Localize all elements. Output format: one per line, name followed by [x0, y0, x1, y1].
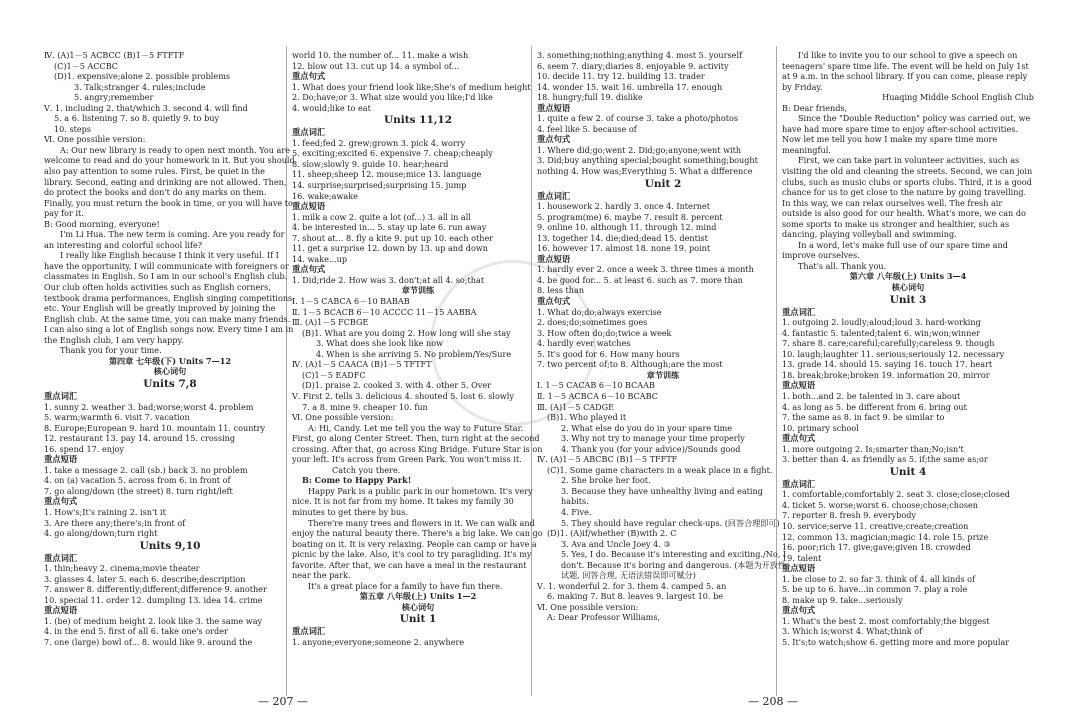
answer-line: Ⅴ. First 2. tells 3. delicious 4. shouted 5. lost 6. slowly: [292, 390, 514, 401]
answer-line: 8. slow;slowly 9. guide 10. hear;heard: [292, 158, 449, 169]
answer-line: 1. hardly ever 2. once a week 3. three times a month: [537, 264, 754, 275]
unit-title: Unit 2: [644, 177, 682, 190]
answer-line: 1. What does your friend look like;She's of medium height: [292, 81, 531, 92]
answer-line: (D)1. (A)if/whether (B)with 2. C: [547, 528, 677, 539]
answer-line: 1. How's;It's raining 2. isn't it: [44, 506, 166, 517]
answer-line: Ⅰ. 1－5 CABCA 6－10 BABAB: [292, 296, 410, 307]
subsection-heading: 重点短语: [782, 563, 816, 574]
answer-line: 7. go along/down (the street) 8. turn right/left: [44, 485, 233, 496]
answer-line: 4. on (a) vacation 5. across from 6. in front of: [44, 475, 231, 486]
answer-column-4: [782, 50, 1034, 698]
answer-line: 6. making 7. But 8. leaves 9. largest 10. be: [547, 591, 724, 602]
answer-line: 5. They should have regular check-ups. (回答合理即可): [561, 517, 780, 528]
answer-line: 18. break;broke;broken 19. information 20. mirror: [782, 369, 990, 380]
subsection-heading: 重点短语: [782, 380, 816, 391]
essay-paragraph: Thank you for your time.: [60, 345, 162, 356]
answer-line: 3. Because they have unhealthy living and eating habits.: [561, 485, 763, 507]
answer-line: Ⅵ. One possible version:: [44, 134, 146, 145]
answer-line: (C)1－5 ACCBC: [54, 60, 118, 71]
answer-line: 4. as long as 5. be different from 6. bring out: [782, 401, 967, 412]
answer-line: 1. both...and 2. be talented in 3. care about: [782, 390, 961, 401]
answer-line: 3. Why not try to manage your time properly: [561, 433, 745, 444]
answer-line: 13. together 14. die;died;dead 15. dentist: [537, 232, 708, 243]
answer-line: 10. decide 11. try 12. building 13. trader: [537, 71, 705, 82]
essay-paragraph: That's all. Thank you.: [798, 260, 887, 271]
subsection-heading: 重点短语: [537, 102, 571, 113]
subsection-heading: 重点句式: [537, 296, 571, 307]
answer-line: 3. something;nothing;anything 4. most 5. yourself: [537, 50, 743, 60]
answer-line: 4. feel like 5. because of: [537, 123, 637, 134]
subsection-heading: 重点词汇: [44, 390, 78, 401]
answer-line: 13. grade 14. should 15. saying 16. touch 17. heart: [782, 359, 993, 370]
section-title: 核心词句: [891, 282, 925, 293]
subsection-heading: 重点词汇: [292, 127, 326, 138]
answer-column-3: [537, 50, 789, 698]
answer-line: 7. two percent of;to 8. Although;are the most: [537, 359, 723, 370]
answer-line: 16. wake;awake: [292, 190, 358, 201]
subsection-heading: 重点词汇: [537, 190, 571, 201]
chapter-title: 第六章 八年级(上) Units 3—4: [849, 271, 967, 282]
answer-line: 5. warm;warmth 6. visit 7. vacation: [44, 412, 190, 423]
subsection-heading: 重点词汇: [782, 478, 816, 489]
essay-title: B: Come to Happy Park!: [302, 475, 412, 486]
essay-paragraph: Happy Park is a public park in our hometown. It's very nice. It is not far from my home. It takes my family 30 minutes to get there by bus.: [292, 485, 533, 517]
answer-line: 16. however 17. almost 18. none 19. point: [537, 243, 711, 254]
answer-line: 12. restaurant 13. pay 14. around 15. crossing: [44, 433, 236, 444]
answer-line: (B)1. What are you doing 2. How long will she stay: [302, 327, 511, 338]
essay-paragraph: I'd like to invite you to our school to give a speech on teenagers' spare time life. The event will be held on July 1st at 9 a.m. in the school library. If you can come, please reply by Friday.: [782, 50, 1029, 92]
answer-line: world 10. the number of... 11. make a wish: [292, 50, 469, 60]
answer-line: Ⅰ. 1－5 CACAB 6－10 BCAAB: [537, 380, 655, 391]
answer-line: 7. a 8. mine 9. cheaper 10. fun: [302, 401, 428, 412]
section-title: 核心词句: [401, 601, 435, 612]
answer-line: Ⅴ. 1. including 2. that/which 3. second 4. will find: [44, 102, 248, 113]
answer-line: (C)1. Some game characters in a weak place in a fight.: [547, 464, 773, 475]
subsection-heading: 重点句式: [44, 496, 78, 507]
answer-line: 7. reporter 8. fresh 9. everybody: [782, 510, 916, 521]
section-title: 章节训练: [401, 285, 435, 296]
answer-line: 2. What else do you do in your spare time: [561, 422, 733, 433]
answer-line: 1. Where did;go;went 2. Did;go;anyone;went with: [537, 144, 742, 155]
answer-line: 8. Europe;European 9. hard 10. mountain 11. country: [44, 422, 266, 433]
subsection-heading: 重点句式: [292, 264, 326, 275]
answer-line: 12. common 13. magician;magic 14. role 15. prize: [782, 531, 989, 542]
answer-line: Ⅲ. (A)1－5 CADGE: [537, 401, 614, 412]
answer-line: 7. share 8. care;careful;carefully;careless 9. though: [782, 338, 995, 349]
answer-line: 5. It's good for 6. How many hours: [537, 348, 680, 359]
answer-line: A: Dear Professor Williams,: [547, 612, 661, 623]
answer-line: Ⅳ. (A)1－5 CAACA (B)1－5 TFTFT: [292, 359, 432, 370]
answer-line: Ⅱ. 1－5 BCACB 6－10 ACCCC 11－15 AABBA: [292, 306, 477, 317]
answer-line: 1. be close to 2. so far 3. think of 4. all kinds of: [782, 573, 976, 584]
essay-paragraph: A: Our new library is ready to open next month. You are welcome to read and do your homework in it. But you should also pay attention to some rules. First, be quiet in the library. Second, eating and drinking are not allowed. Then, do protect the books and don't do any marks on them. Finally, you must return the book in time, or you will have to pay for it.: [44, 144, 295, 219]
answer-line: 9. online 10. although 11. through 12. mind: [537, 222, 717, 233]
unit-title: Unit 3: [889, 293, 927, 306]
answer-line: 3. glasses 4. later 5. each 6. describe;description: [44, 573, 246, 584]
answer-line: 1. quite a few 2. of course 3. take a photo/photos: [537, 113, 739, 124]
answer-line: 7. answer 8. differently;different;difference 9. another: [44, 584, 267, 595]
answer-line: 1. anyone;everyone;someone 2. anywhere: [292, 636, 465, 647]
unit-title: Units 7,8: [143, 377, 197, 390]
subsection-heading: 重点短语: [44, 454, 78, 465]
answer-line: 19. talent: [782, 552, 822, 563]
answer-line: 1. housework 2. hardly 3. once 4. Internet: [537, 201, 710, 212]
section-title: 核心词句: [153, 366, 187, 377]
answer-line: 8. make up 9. take...seriously: [782, 594, 903, 605]
subsection-heading: 重点句式: [782, 433, 816, 444]
answer-line: 1. What do;do;always exercise: [537, 306, 662, 317]
answer-line: 3. better than 4. as friendly as 5. if;the same as;or: [782, 454, 988, 465]
answer-line: 16. poor;rich 17. give;gave;given 18. crowded: [782, 542, 971, 553]
answer-line: 1. take a message 2. call (sb.) back 3. no problem: [44, 464, 248, 475]
answer-column-1: [44, 50, 296, 698]
answer-line: 11. sheep;sheep 12. mouse;mice 13. language: [292, 169, 482, 180]
answer-line: (B)1. Who played it: [547, 412, 627, 423]
answer-line: 1. sunny 2. weather 3. bad;worse;worst 4. problem: [44, 401, 254, 412]
answer-line: 7. shout at... 8. fly a kite 9. put up 10. each other: [292, 232, 494, 243]
answer-line: 10. laugh;laughter 11. serious;seriously 12. necessary: [782, 348, 1005, 359]
answer-line: (D)1. expensive;alone 2. possible problems: [54, 71, 231, 82]
answer-line: Ⅲ. (A)1－5 FCBGE: [292, 317, 369, 328]
answer-line: 1. (be) of medium height 2. look like 3. the same way: [44, 615, 263, 626]
answer-line: Ⅳ. (A)1－5 ABCBC (B)1－5 TFFTF: [537, 454, 678, 465]
answer-line: 1. Did;ride 2. How was 3. don't;at all 4. so;that: [292, 274, 485, 285]
answer-line: 1. outgoing 2. loudly;aloud;loud 3. hard-working: [782, 317, 981, 328]
answer-line: 4. go along/down;turn right: [44, 528, 158, 539]
answer-line: 3. How often do;do;twice a week: [537, 327, 672, 338]
answer-line: 14. wake...up: [292, 253, 348, 264]
subsection-heading: 重点句式: [292, 71, 326, 82]
answer-line: Ⅳ. (A)1－5 ACBCC (B)1－5 FTFTF: [44, 50, 185, 60]
answer-line: 8. less than: [537, 285, 585, 296]
unit-title: Unit 1: [399, 613, 437, 626]
essay-paragraph: First, we can take part in volunteer activities, such as visiting the old and cleaning the streets. Second, we can join clubs, such as music clubs or sports clubs. Third, it is a good chance for us to get close to the nature by going travelling. In this way, we can relax ourselves well. The fresh air outside is also good for our health. What's more, we can do some sports to make us stronger and healthier, such as dancing, playing volleyball and swimming.: [782, 155, 1033, 240]
essay-paragraph: I'm Li Hua. The new term is coming. Are you ready for an interesting and colorful school life?: [44, 229, 285, 250]
answer-line: 4. ticket 5. worse;worst 6. choose;chose;chosen: [782, 499, 978, 510]
answer-line: 5. be up to 6. have...in common 7. play a role: [782, 584, 968, 595]
essay-signature: Huaqing Middle School English Club: [882, 92, 1034, 103]
answer-line: 14. wonder 15. wait 16. umbrella 17. enough: [537, 81, 723, 92]
answer-line: 3. Talk;stranger 4. rules;include: [74, 81, 206, 92]
essay-paragraph: It's a great place for a family to have fun there.: [308, 580, 503, 591]
answer-line: 4. Five.: [561, 506, 592, 517]
answer-line: 4. Thank you (for your advice)/Sounds good: [561, 443, 741, 454]
answer-line: 1. What's the best 2. most comfortably;the biggest: [782, 615, 990, 626]
answer-line: 4. would;like to eat: [292, 102, 371, 113]
subsection-heading: 重点词汇: [292, 626, 326, 637]
subsection-heading: 重点短语: [292, 201, 326, 212]
answer-line: 3. Are there any;there's;in front of: [44, 517, 186, 528]
subsection-heading: 重点词汇: [44, 552, 78, 563]
answer-line: 10. primary school: [782, 422, 859, 433]
essay-paragraph: Since the "Double Reduction" policy was carried out, we have had more spare time to enjoy after-school activities. Now let me tell you how I make my spare time more meaningful.: [782, 113, 1031, 155]
answer-line: 3. Did;buy anything special;bought something;bought nothing 4. How was;Everything 5. What a difference: [537, 155, 758, 177]
page-number-right: — 208 —: [748, 695, 798, 708]
answer-line: 7. the same as 8. in fact 9. be similar to: [782, 412, 945, 423]
answer-line: 5. angry;remember: [74, 92, 154, 103]
answer-line: 1. thin;heavy 2. cinema;movie theater: [44, 563, 200, 574]
subsection-heading: 重点句式: [537, 134, 571, 145]
answer-line: 3. Ava and Uncle Joey 4. ③: [561, 538, 671, 549]
answer-line: 2. Do;have;or 3. What size would you like;I'd like: [292, 92, 493, 103]
unit-title: Units 11,12: [383, 114, 453, 127]
chapter-title: 第五章 八年级(上) Units 1—2: [359, 591, 477, 602]
subsection-heading: 重点词汇: [782, 306, 816, 317]
answer-line: 3. Which is;worst 4. What;think of: [782, 626, 923, 637]
answer-line: 11. get a surprise 12. down by 13. up and down: [292, 243, 488, 254]
section-title: 章节训练: [646, 369, 680, 380]
answer-line: 2. does;do;sometimes goes: [537, 317, 648, 328]
answer-line: 10. special 11. order 12. dumpling 13. idea 14. crime: [44, 594, 263, 605]
page-number-left: — 207 —: [258, 695, 308, 708]
answer-line: B: Good morning, everyone!: [44, 218, 160, 229]
answer-line: (D)1. praise 2. cooked 3. with 4. other 5. Over: [302, 380, 491, 391]
answer-line: Ⅴ. 1. wonderful 2. for 3. them 4. camped 5. an: [537, 580, 727, 591]
answer-line: 18. hungry;full 19. dislike: [537, 92, 643, 103]
answer-line: Ⅱ. 1－5 ACBCA 6－10 BCABC: [537, 390, 658, 401]
answer-line: 5. It's;to watch;show 6. getting more and more popular: [782, 636, 1010, 647]
answer-line: 7. one (large) bowl of... 8. would like 9. around the: [44, 636, 253, 647]
answer-line: Catch you there.: [332, 464, 401, 475]
answer-column-2: [292, 50, 544, 698]
answer-line: 4. hardly ever watches: [537, 338, 631, 349]
unit-title: Units 9,10: [139, 539, 201, 552]
answer-line: 12. blow out 13. cut up 14. a symbol of...: [292, 60, 460, 71]
answer-line: 4. be good for... 5. at least 6. such as 7. more than: [537, 274, 743, 285]
answer-line: 4. in the end 5. first of all 6. take one's order: [44, 626, 228, 637]
answer-line: 1. feed;fed 2. grew;grown 3. pick 4. worry: [292, 137, 466, 148]
essay-paragraph: A: Hi, Candy. Let me tell you the way to Future Star. First, go along Center Street. Then, turn right at the second crossing. After that, go across King Bridge. Future Star is on your left. It's across from Green Park. You won't miss it.: [292, 422, 543, 465]
answer-line: 5. program(me) 6. maybe 7. result 8. percent: [537, 211, 723, 222]
essay-paragraph: In a word, let's make full use of our spare time and improve ourselves.: [782, 239, 1008, 261]
chapter-title: 第四章 七年级(下) Units 7—12: [108, 355, 232, 366]
answer-line: 5. Yes, I do. Because it's interesting and exciting./No, I don't. Because it's boring and dangerous. (本题为开放性试题, 回答合理, 无语法错误即可赋分): [561, 549, 787, 581]
answer-line: Ⅵ. One possible version:: [292, 412, 394, 423]
subsection-heading: 重点短语: [537, 253, 571, 264]
answer-line: 5. exciting;excited 6. expensive 7. cheap;cheaply: [292, 148, 493, 159]
answer-line: 1. comfortable;comfortably 2. seat 3. close;close;closed: [782, 489, 1010, 500]
answer-line: 2. She broke her foot.: [561, 475, 651, 486]
answer-line: 3. What does she look like now: [316, 338, 444, 349]
essay-paragraph: I really like English because I think it very useful. If I have the opportunity, I will communicate with foreigners or classmates in English. So I am in our school's English club. Our club often holds activities such as English corners, textbook drama performances, English singing competitions, etc. Your English will be greatly improved by joining the English club. At the same time, you can make many friends. I can also sing a lot of English songs now. Every time I am in the English club, I am very happy.: [44, 250, 295, 345]
subsection-heading: 重点短语: [44, 605, 78, 616]
answer-line: 1. milk a cow 2. quite a lot (of...) 3. all in all: [292, 211, 471, 222]
answer-line: B: Dear friends,: [782, 102, 848, 113]
answer-line: 14. surprise;surprised;surprising 15. jump: [292, 180, 467, 191]
essay-paragraph: There're many trees and flowers in it. We can walk and enjoy the natural beauty there. There's a big lake. We can go boating on it. It is very relaxing. People can camp or have a picnic by the lake. Also, it's cool to try paragliding. It's my favorite. After that, we can have a meal in the restaurant near the park.: [292, 517, 543, 581]
subsection-heading: 重点句式: [782, 605, 816, 616]
answer-line: Ⅵ. One possible version:: [537, 601, 639, 612]
answer-line: 10. steps: [54, 123, 91, 134]
answer-line: 6. seem 7. diary;diaries 8. enjoyable 9. activity: [537, 60, 729, 71]
answer-line: 1. more outgoing 2. Is;smarter than;No;isn't: [782, 443, 964, 454]
answer-line: 4. When is she arriving 5. No problem/Yes/Sure: [316, 348, 512, 359]
unit-title: Unit 4: [889, 465, 927, 478]
answer-line: (C)1－5 EADFC: [302, 369, 366, 380]
answer-line: 10. service;serve 11. creative;create;creation: [782, 520, 969, 531]
answer-line: 16. spend 17. enjoy: [44, 443, 124, 454]
answer-line: 4. be interested in... 5. stay up late 6. run away: [292, 222, 487, 233]
answer-line: 4. fantastic 5. talented;talent 6. win;won;winner: [782, 327, 981, 338]
answer-line: 5. a 6. listening 7. so 8. quietly 9. to buy: [54, 113, 220, 124]
